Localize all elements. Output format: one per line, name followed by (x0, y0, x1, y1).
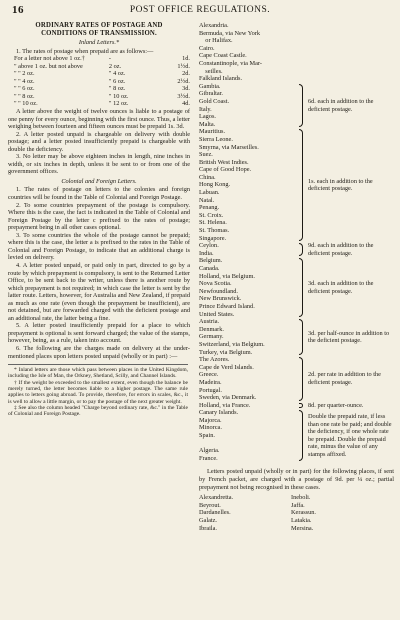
place-group-4 (199, 257, 394, 318)
place-name: Newfoundland. (199, 287, 238, 295)
place-name: Ineboli. (291, 494, 311, 502)
rate-row (8, 55, 190, 63)
paragraph-cf2: 2. To some countries prepayment of the postage is compulsory. Where this is the case, the fact is indicated in the Table of Colonial and Foreign Postage by the letter c prefixed to the rates of postage; prepayment being in all other cases optional. (8, 201, 190, 232)
rate-row (8, 78, 190, 86)
brace-bracket (297, 402, 305, 410)
place-name: Mauritius. (199, 128, 226, 136)
place-name: Hong Kong. (199, 181, 231, 189)
place-name: Madeira. (199, 378, 222, 386)
place-name: Cape de Verd Islands. (199, 363, 254, 371)
charge-note (305, 242, 394, 257)
place-name: Constantinople, via Mar- (199, 59, 263, 67)
place-group-7 (199, 402, 394, 410)
place-group-8 (199, 409, 394, 462)
left-column (8, 22, 190, 417)
rate-weight-to: " 6 oz. (108, 77, 126, 85)
rate-charge: 4d. (182, 100, 190, 108)
place-name: Falkland Islands. (199, 75, 243, 83)
footnote-2: † If the weight be exceeded to the smallest extent, even though the balance be merely turned, the letter becomes liable to a higher postage. The same rule applies to letters going abroad. To provide, therefore, for errors in scales, &c., it is well to allow a little margin, or to pay the postage of the next greater weight. (8, 379, 188, 405)
place-name: Nova Scotia. (199, 280, 232, 288)
place-group-list (199, 83, 297, 129)
rate-weight-from: " " 2 oz. (14, 70, 35, 78)
place-name: Malta. (199, 120, 216, 128)
place-name: Suez. (199, 151, 213, 159)
place-name: Spain. (199, 432, 215, 440)
rates-table (8, 55, 190, 108)
brace-bracket (297, 257, 305, 318)
place-group-list (199, 356, 297, 402)
place-name: Germany. (199, 333, 224, 341)
place-name: The Azores. (199, 356, 230, 364)
place-name: Galatz. (199, 517, 218, 524)
place-name: Holland, via France. (199, 401, 251, 409)
paragraph-french-packet: Letters posted unpaid (wholly or in part) for the following places, if sent by French packet, are charged with a postage of 9d. per ¼ oz.; partial prepayment not being recognised in these cases. (199, 468, 394, 491)
paragraph-weight: A letter above the weight of twelve ounces is liable to a postage of one penny for every ounce, beginning with the first ounce. Thus, a letter weighing between fourteen and fifteen ounces must be prepaid 1s. 3d. (8, 108, 190, 131)
charge-note-text: 2d. per rate in addition to the deficient postage. (308, 371, 381, 386)
section-title-line2: CONDITIONS OF TRANSMISSION. (41, 29, 157, 37)
place-name: St. Thomas. (199, 227, 230, 235)
paragraph-cf6: 6. The following are the charges made on delivery at the under-mentioned places upon letters posted unpaid (wholly or in part) :— (8, 344, 190, 360)
brace-bracket (297, 318, 305, 356)
charge-note-text: 1s. each in addition to the deficient postage. (308, 177, 373, 193)
place-name: Cairo. (199, 44, 215, 52)
place-group-2 (199, 128, 394, 242)
place-name: Portugal. (199, 386, 222, 394)
brace-bracket (297, 128, 305, 242)
footnotes (8, 364, 188, 417)
place-name: China. (199, 173, 216, 181)
place-name: Belgium. (199, 257, 223, 265)
charge-note-text: 8d. per quarter-ounce. (308, 401, 364, 409)
place-name: Lagos. (199, 113, 216, 121)
place-name: France. (199, 454, 218, 462)
page-header (10, 4, 390, 20)
charge-note-text: 3d. each in addition to the deficient postage. (308, 280, 374, 295)
place-name: Turkey, via Belgium. (199, 348, 253, 356)
place-name: Holland, via Belgium. (199, 272, 255, 280)
place-group-list (199, 318, 297, 356)
right-column (199, 22, 394, 532)
rate-weight-from: " above 1 oz. but not above (14, 62, 83, 70)
place-name: Labuan. (199, 189, 220, 197)
place-name: seilles. (199, 67, 223, 75)
place-name: Jaffa. (291, 501, 305, 509)
paragraph-cf4: 4. A letter posted unpaid, or paid only in part, directed to go by a route by which prepayment is compulsory, is sent to the Returned Letter Office, to be sent back to the writer, unless there is another route by which prepayment is not required; in which case the letter is sent by the latter route. Letters, however, for Australia and New Zealand, if prepaid as much as one rate (even though the prepayment be insufficient), are not detained, but are forwarded charged with the deficient postage and an additional rate, the latter being a fine. (8, 261, 190, 322)
rate-weight-from: " " 6 oz. (14, 85, 35, 93)
place-name: Cape Coast Castle. (199, 52, 247, 60)
brace-bracket (297, 356, 305, 402)
rate-charge: 1d. (182, 55, 190, 63)
place-group-list (199, 128, 297, 242)
rate-weight-to: 2 oz. (108, 62, 122, 70)
place-name: Italy. (199, 105, 212, 113)
charge-note (305, 128, 394, 242)
place-name: Gambia. (199, 82, 221, 90)
paragraph-unpaid: 2. A letter posted unpaid is chargeable on delivery with double postage; and a letter posted insufficiently prepaid is chargeable with double the deficiency. (8, 130, 190, 153)
place-name: Algeria. (199, 447, 220, 455)
rate-row (8, 85, 190, 93)
rate-weight-from: " " 4 oz. (14, 77, 35, 85)
footnote-1: * Inland letters are those which pass between places in the United Kingdom, including the Isle of Man, the Orkney, Shetland, Scilly, and Channel Islands. (8, 367, 188, 380)
rate-row (8, 93, 190, 101)
place-name (199, 440, 297, 448)
place-group-5 (199, 318, 394, 356)
place-name: Penang. (199, 204, 220, 212)
french-packet-col1 (199, 494, 291, 532)
place-name: Bermuda, via New York (199, 29, 261, 37)
place-name: Gibraltar. (199, 90, 223, 98)
rate-weight-to: - (108, 55, 112, 63)
rate-weight-to: " 12 oz. (108, 100, 129, 108)
rate-weight-to: " 8 oz. (108, 85, 126, 93)
place-name: St. Helena. (199, 219, 227, 227)
colonial-heading: Colonial and Foreign Letters. (61, 177, 137, 185)
place-name: Alexandretta. (199, 494, 234, 502)
brace-bracket (297, 242, 305, 257)
charge-note (305, 318, 394, 356)
charge-note (305, 83, 394, 129)
charge-note-text: 3d. per half-ounce in addition to the deficient postage. (308, 329, 390, 345)
place-name: Kerassun. (291, 509, 317, 517)
charge-note-text: 9d. each in addition to the deficient postage. (308, 242, 374, 257)
place-name: Prince Edward Island. (199, 302, 255, 310)
rate-weight-from: " " 8 oz. (14, 92, 35, 100)
place-name: Switzerland, via Belgium. (199, 340, 265, 348)
place-group-1 (199, 83, 394, 129)
place-name: Smyrna, via Marseilles. (199, 143, 259, 151)
charge-note-text: 6d. each in addition to the deficient postage. (308, 97, 374, 113)
place-name: Natal. (199, 196, 215, 204)
charge-note-text: Double the prepaid rate, if less than one rate be paid; and double the deficiency, if one whole rate be prepaid. Double the prepaid rate, minus the value of any stamps affixed. (308, 413, 392, 459)
paragraph-rates-intro: 1. The rates of postage when prepaid are as follows:— (16, 47, 154, 55)
place-name: India. (199, 249, 214, 257)
rate-weight-to: " 4 oz. (108, 70, 126, 78)
place-group-list (199, 242, 297, 257)
rate-row (8, 70, 190, 78)
place-name: New Brunswick. (199, 295, 242, 303)
charge-note (305, 409, 394, 462)
place-name: United States. (199, 310, 235, 318)
paragraph-cf5: 5. A letter posted insufficiently prepaid for a place to which prepayment is optional is sent forward charged; the value of the stamps, however, being, as a rule, taken into account. (8, 322, 190, 345)
place-name: Greece. (199, 371, 219, 379)
section-title-line1: ORDINARY RATES OF POSTAGE AND (35, 22, 163, 29)
place-name: Dardanelles. (199, 509, 231, 517)
rate-charge: 3½d. (177, 92, 190, 100)
rate-charge: 3d. (182, 85, 190, 93)
place-name: British West Indies. (199, 158, 249, 166)
place-group-6 (199, 356, 394, 402)
rate-row (8, 63, 190, 71)
place-group-list (199, 402, 297, 410)
place-name: Alexandria. (199, 22, 229, 29)
inland-heading: Inland Letters.* (78, 39, 120, 47)
rate-charge: 1½d. (177, 62, 190, 70)
place-name: Canary Islands. (199, 409, 239, 417)
rate-weight-from: " " 10 oz. (14, 100, 38, 108)
place-name: Sierra Leone. (199, 135, 233, 143)
rate-weight-from: For a letter not above 1 oz.† (14, 55, 85, 63)
place-name: Beyrout. (199, 501, 221, 509)
place-name: Gold Coast. (199, 97, 230, 105)
place-name: Cape of Good Hope. (199, 166, 252, 174)
brace-bracket (297, 409, 305, 462)
footnote-3: ‡ See also the column headed "Charge beyond ordinary rate, &c." in the Table of Colonial and Foreign Postage. (8, 404, 188, 418)
french-packet-places (199, 494, 394, 532)
place-groups (199, 83, 394, 463)
place-name: Majorca. (199, 416, 222, 424)
place-name: Denmark. (199, 325, 225, 333)
charge-note (305, 257, 394, 318)
rate-charge: 2d. (182, 70, 190, 78)
rate-weight-to: " 10 oz. (108, 92, 129, 100)
place-group-3 (199, 242, 394, 257)
two-column-body (8, 22, 394, 616)
place-list-top (199, 22, 394, 83)
place-name: Canada. (199, 265, 220, 272)
charge-note (305, 356, 394, 402)
french-packet-col2 (291, 494, 383, 532)
brace-bracket (297, 83, 305, 129)
place-group-list (199, 257, 297, 318)
place-name: Latakia. (291, 517, 312, 524)
rate-charge: 2½d. (177, 77, 190, 85)
page-number: 16 (12, 4, 24, 16)
place-name: Mersina. (291, 524, 314, 532)
running-title: POST OFFICE REGULATIONS. (129, 5, 271, 15)
paragraph-cf3: 3. To some countries the whole of the postage cannot be prepaid; where this is the case, the letter a is prefixed to the rates in the Table of Colonial and Foreign Postage, to indicate that an additional charge is levied on delivery. (8, 231, 190, 262)
place-name: or Halifax. (199, 37, 233, 45)
place-name: Ceylon. (199, 242, 219, 250)
place-name: Minorca. (199, 424, 222, 432)
place-name: Singapore. (199, 234, 227, 242)
place-group-list (199, 409, 297, 462)
charge-note (305, 402, 394, 410)
place-name: St. Croix. (199, 211, 224, 219)
paragraph-cf1: 1. The rates of postage on letters to the colonies and foreign countries will be found in the Table of Colonial and Foreign Postage. (8, 186, 190, 202)
place-name: Sweden, via Denmark. (199, 394, 257, 402)
rate-row (8, 100, 190, 108)
place-name: Ibraila. (199, 524, 218, 532)
paragraph-dimensions: 3. No letter may be above eighteen inches in length, nine inches in width, or six inches in depth, unless it be sent to or from one of the government offices. (8, 153, 190, 176)
place-name: Austria. (199, 318, 220, 326)
french-packet-section (199, 468, 394, 532)
